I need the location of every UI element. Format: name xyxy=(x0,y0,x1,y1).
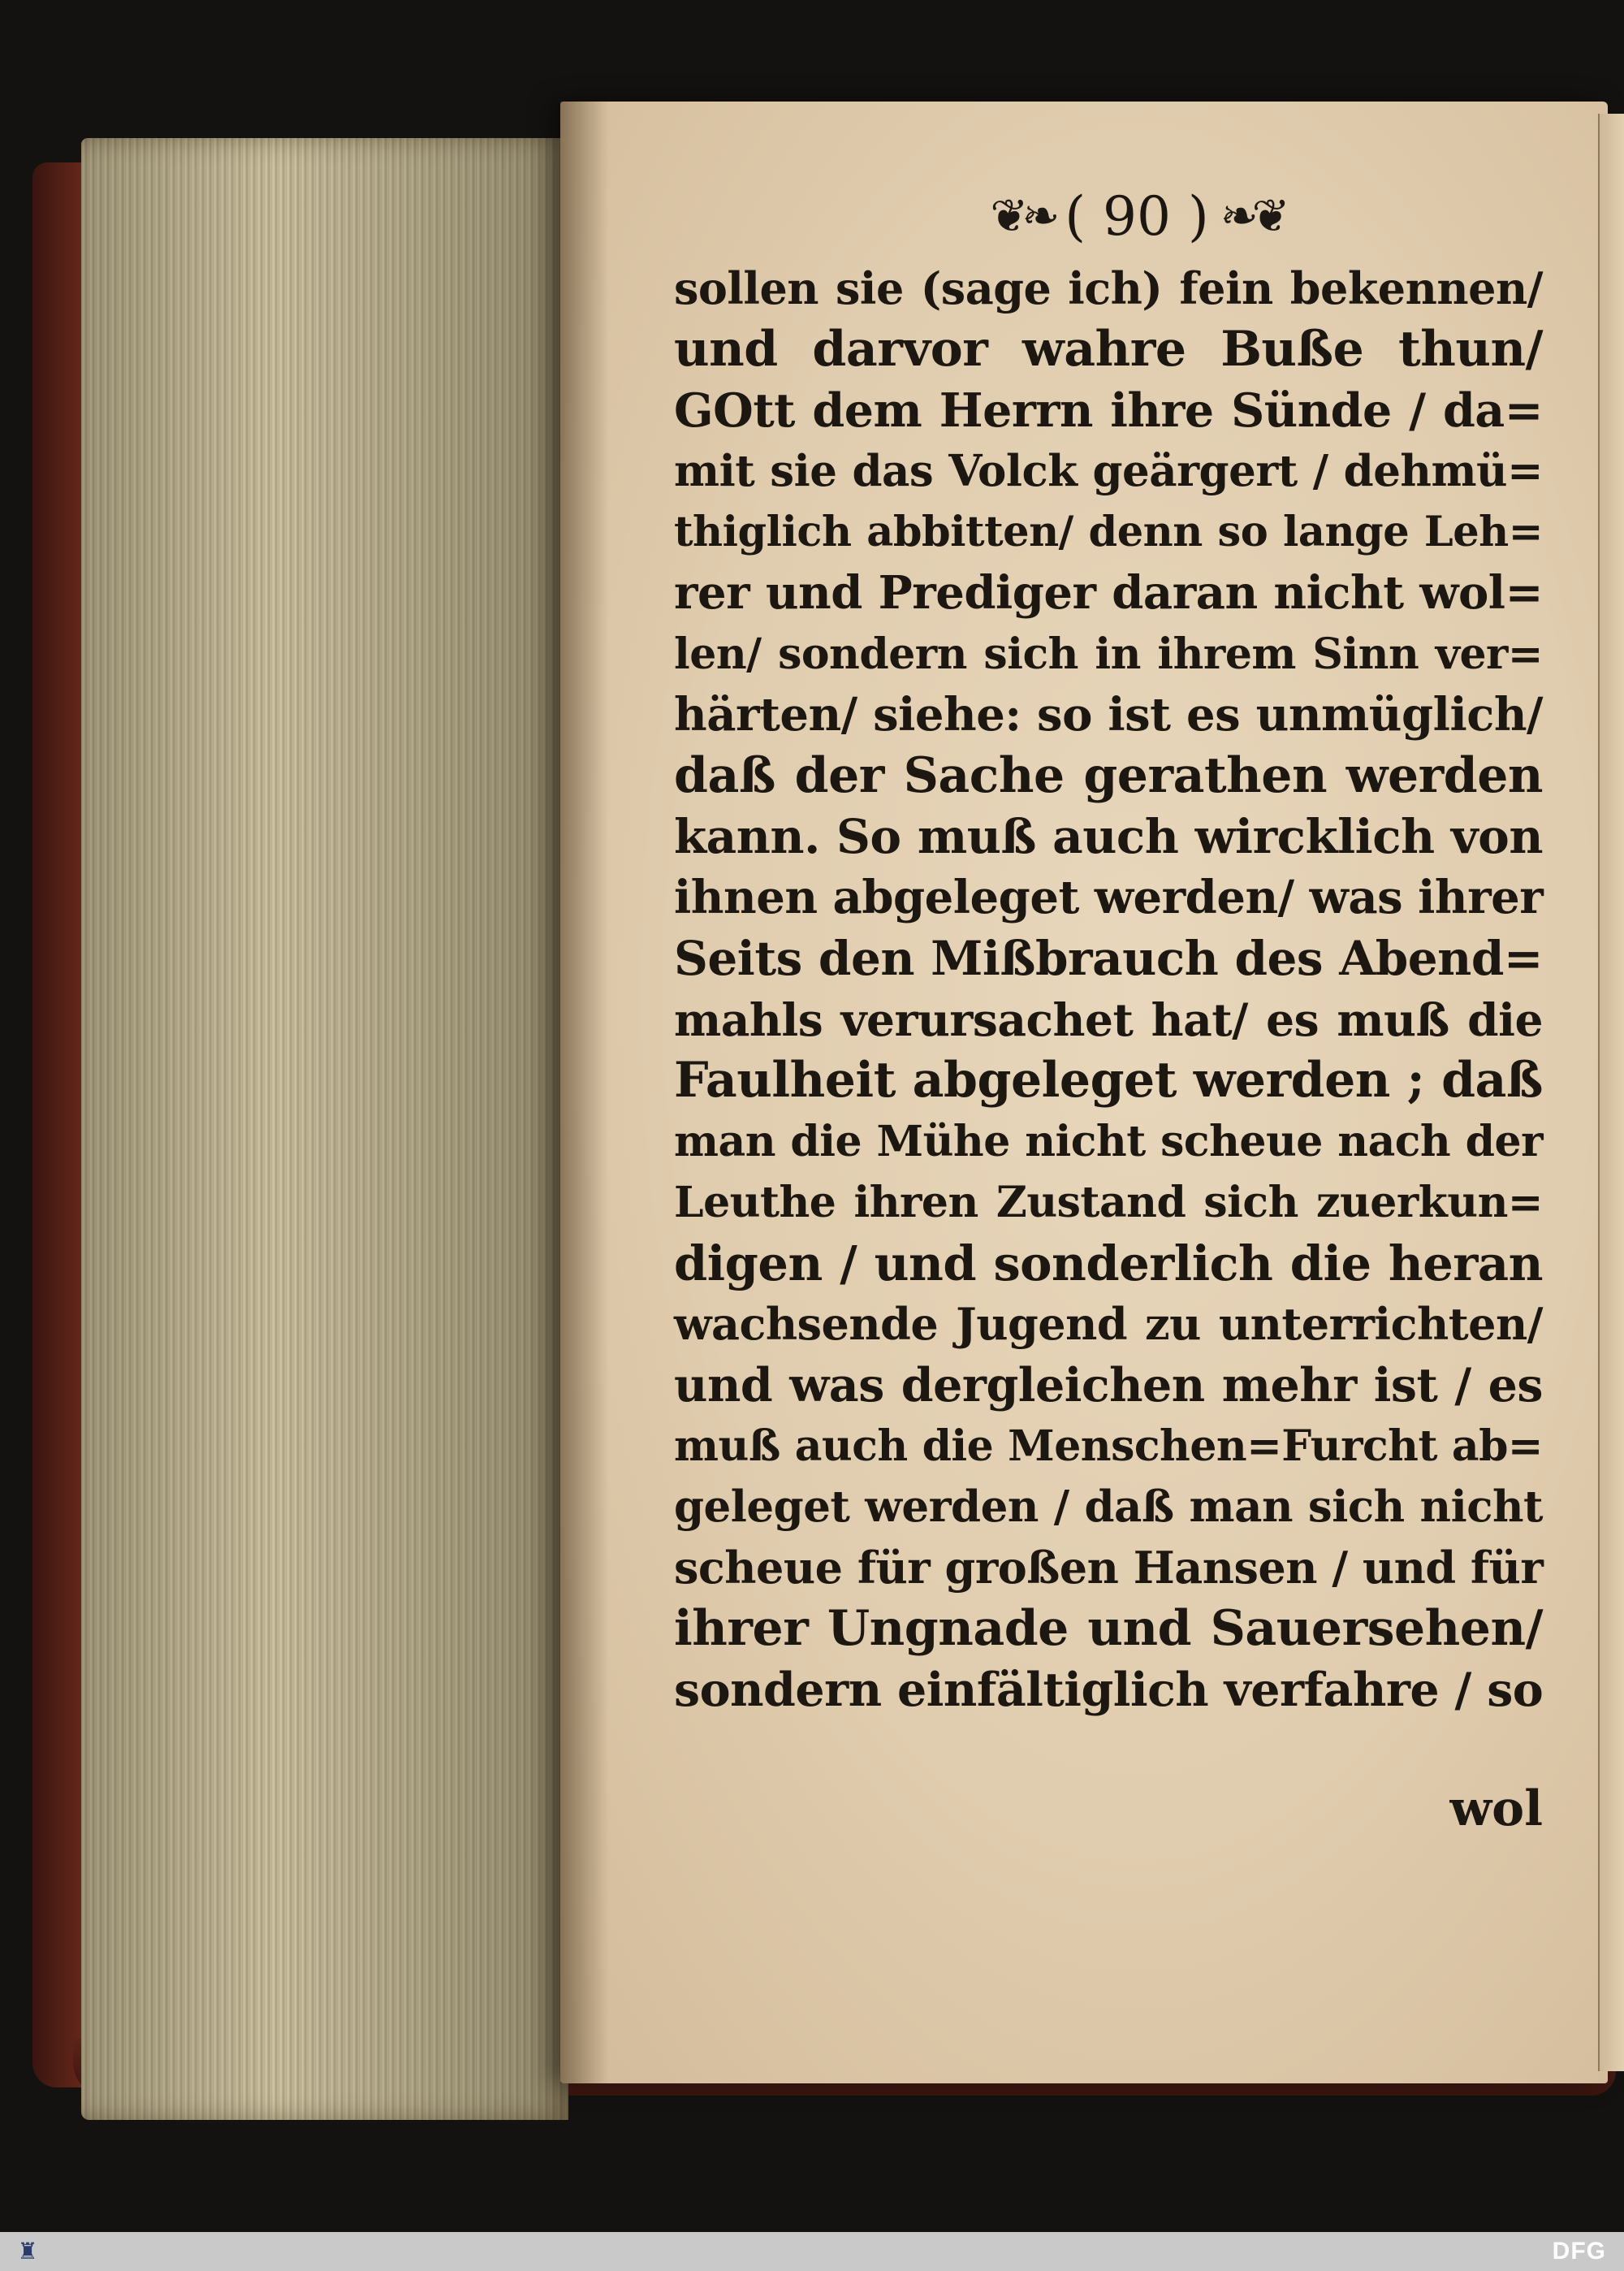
text-line: muß auch die Menschen=Furcht ab= xyxy=(674,1421,1543,1471)
text-line: kann. So muß auch wircklich von xyxy=(674,809,1543,864)
text-line: mit sie das Volck geärgert / dehmü= xyxy=(674,446,1543,496)
text-line: Seits den Mißbrauch des Abend= xyxy=(674,931,1543,986)
text-line: man die Mühe nicht scheue nach der xyxy=(674,1117,1543,1166)
body-text xyxy=(674,258,1543,1720)
text-line: geleget werden / daß man sich nicht xyxy=(674,1482,1543,1532)
text-line: härten/ siehe: so ist es unmüglich/ xyxy=(674,688,1543,742)
text-line: ihnen abgeleget werden/ was ihrer xyxy=(674,871,1544,924)
dfg-logo: DFG xyxy=(1552,2238,1606,2265)
text-line: len/ sondern sich in ihrem Sinn ver= xyxy=(674,629,1543,679)
text-line: mahls verursachet hat/ es muß die xyxy=(674,993,1543,1046)
viewer-footer-bar xyxy=(0,2232,1624,2271)
text-line: daß der Sache gerathen werden xyxy=(674,747,1543,804)
text-line: wachsende Jugend zu unterrichten/ xyxy=(674,1298,1543,1350)
text-line: Leuthe ihren Zustand sich zuerkun= xyxy=(674,1178,1543,1227)
text-line: sondern einfältiglich verfahre / so xyxy=(674,1663,1544,1717)
text-line: scheue für großen Hansen / und für xyxy=(674,1542,1544,1594)
page-block-shading xyxy=(81,138,568,2120)
text-line: GOtt dem Herrn ihre Sünde / da= xyxy=(674,383,1543,438)
library-crest-icon: ♜ xyxy=(17,2238,38,2265)
next-page-edge xyxy=(1598,114,1624,2071)
text-line: ihrer Ungnade und Sauersehen/ xyxy=(674,1600,1543,1657)
catchword: wol xyxy=(1449,1780,1543,1837)
text-line: thiglich abbitten/ denn so lange Leh= xyxy=(674,508,1543,556)
text-line: Faulheit abgeleget werden ; daß xyxy=(674,1052,1543,1109)
page-gutter-shadow xyxy=(560,102,609,2083)
page-number: ( 90 ) xyxy=(1065,185,1209,248)
text-line: und darvor wahre Buße thun/ xyxy=(674,321,1543,378)
text-line: sollen sie (sage ich) fein bekennen/ xyxy=(674,262,1543,314)
text-line: rer und Prediger daran nicht wol= xyxy=(674,566,1543,620)
ornament-left-icon: ❦❧ xyxy=(990,190,1054,243)
ornament-right-icon: ❧❦ xyxy=(1220,190,1284,243)
text-line: digen / und sonderlich die heran xyxy=(674,1235,1543,1291)
text-line: und was dergleichen mehr ist / es xyxy=(674,1358,1543,1412)
page-header xyxy=(950,180,1324,253)
